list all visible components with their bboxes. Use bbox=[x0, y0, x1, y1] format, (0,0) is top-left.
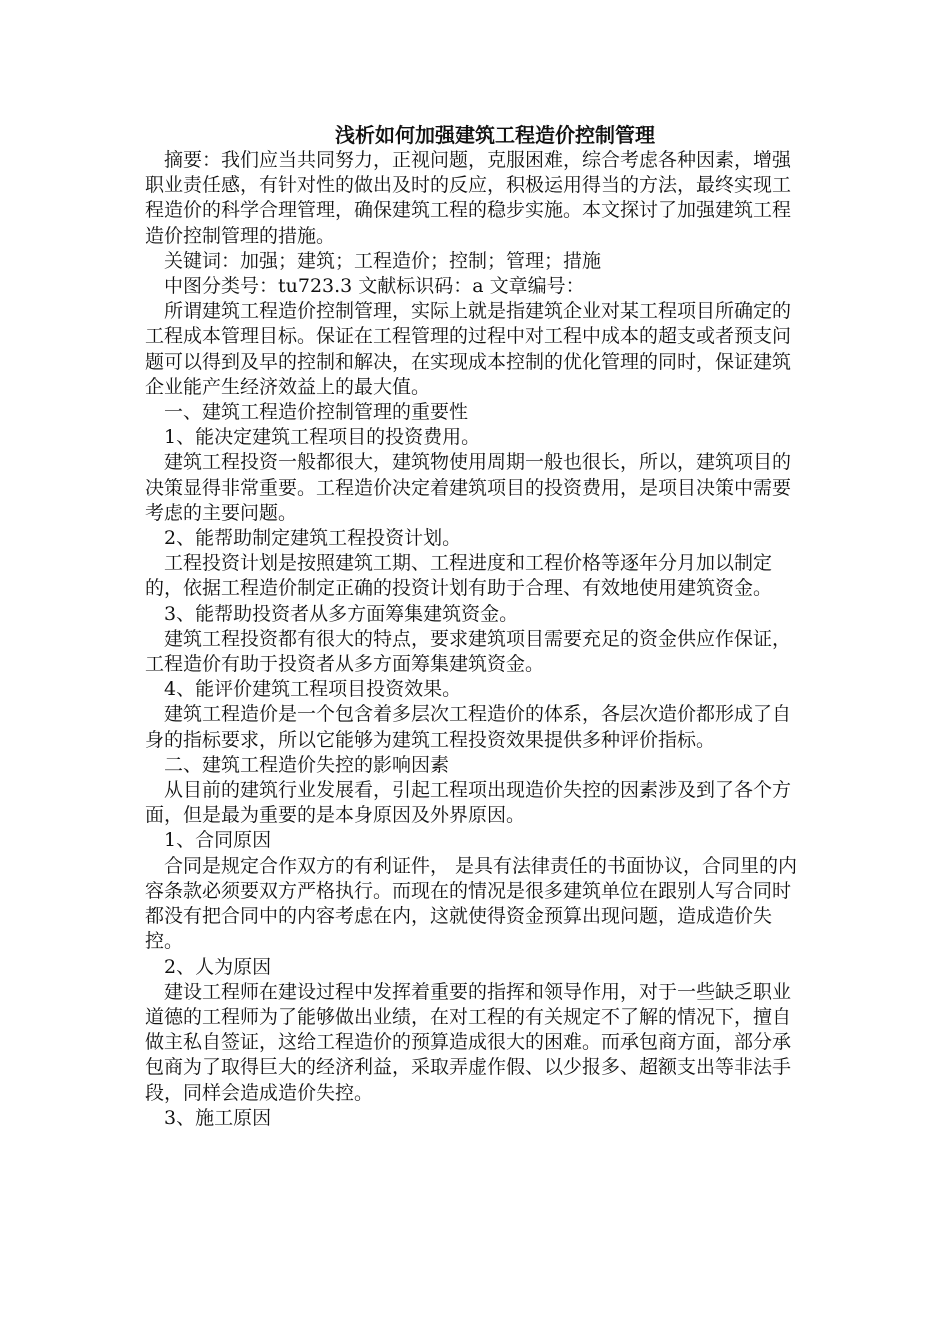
document-page bbox=[145, 122, 805, 1131]
body-paragraph: 工程投资计划是按照建筑工期、工程进度和工程价格等逐年分月加以制定的，依据工程造价制定正确的投资计划有助于合理、有效地使用建筑资金。 bbox=[145, 552, 773, 600]
body-paragraph: 合同是规定合作双方的有利证件， 是具有法律责任的书面协议，合同里的内容条款必须要双方严格执行。而现在的情况是很多建筑单位在跟别人写合同时都没有把合同中的内容考虑在内，这就使得资金预算出现问题，造成造价失控。 bbox=[145, 854, 798, 953]
subsection-heading: 4、能评价建筑工程项目投资效果。 bbox=[164, 678, 462, 701]
subsection-heading: 1、合同原因 bbox=[164, 829, 272, 852]
body-paragraph: 建筑工程投资一般都很大，建筑物使用周期一般也很长，所以，建筑项目的决策显得非常重要。工程造价决定着建筑项目的投资费用，是项目决策中需要考虑的主要问题。 bbox=[145, 451, 792, 524]
subsection-heading: 2、人为原因 bbox=[164, 955, 272, 978]
body-paragraph: 建筑工程投资都有很大的特点，要求建筑项目需要充足的资金供应作保证，工程造价有助于投资者从多方面筹集建筑资金。 bbox=[145, 627, 792, 676]
body-paragraph: 所谓建筑工程造价控制管理，实际上就是指建筑企业对某工程项目所确定的工程成本管理目标。保证在工程管理的过程中对工程中成本的超支或者预支问题可以得到及早的控制和解决，在实现成本控制的优化管理的同时，保证建筑企业能产生经济效益上的最大值。 bbox=[145, 300, 792, 398]
document-title: 浅析如何加强建筑工程造价控制管理 bbox=[335, 123, 655, 147]
body-paragraph: 建设工程师在建设过程中发挥着重要的指挥和领导作用，对于一些缺乏职业道德的工程师为了能够做出业绩，在对工程的有关规定不了解的情况下，擅自做主私自签证，这给工程造价的预算造成很大的困难。而承包商方面，部分承包商为了取得巨大的经济利益，采取弄虚作假、以少报多、超额支出等非法手段，同样会造成造价失控。 bbox=[145, 980, 792, 1104]
subsection-heading: 3、施工原因 bbox=[164, 1106, 272, 1129]
body-paragraph: 建筑工程造价是一个包含着多层次工程造价的体系，各层次造价都形成了自身的指标要求，所以它能够为建筑工程投资效果提供多种评价指标。 bbox=[145, 703, 792, 751]
subsection-heading: 3、能帮助投资者从多方面筹集建筑资金。 bbox=[164, 602, 519, 625]
section-heading-2: 二、建筑工程造价失控的影响因素 bbox=[164, 753, 450, 776]
body-paragraph: 从目前的建筑行业发展看，引起工程项出现造价失控的因素涉及到了各个方面，但是最为重要的是本身原因及外界原因。 bbox=[145, 779, 792, 827]
abstract-paragraph: 摘要：我们应当共同努力，正视问题，克服困难，综合考虑各种因素，增强职业责任感，有针对性的做出及时的反应，积极运用得当的方法，最终实现工程造价的科学合理管理，确保建筑工程的稳步实施。本文探讨了加强建筑工程造价控制管理的措施。 bbox=[145, 149, 792, 247]
subsection-heading: 1、能决定建筑工程项目的投资费用。 bbox=[164, 426, 481, 449]
section-heading-1: 一、建筑工程造价控制管理的重要性 bbox=[164, 401, 469, 424]
classification-paragraph: 中图分类号：tu723.3 文献标识码：a 文章编号： bbox=[164, 275, 585, 298]
keywords-paragraph: 关键词：加强；建筑；工程造价；控制；管理；措施 bbox=[164, 249, 602, 272]
subsection-heading: 2、能帮助制定建筑工程投资计划。 bbox=[164, 527, 462, 550]
